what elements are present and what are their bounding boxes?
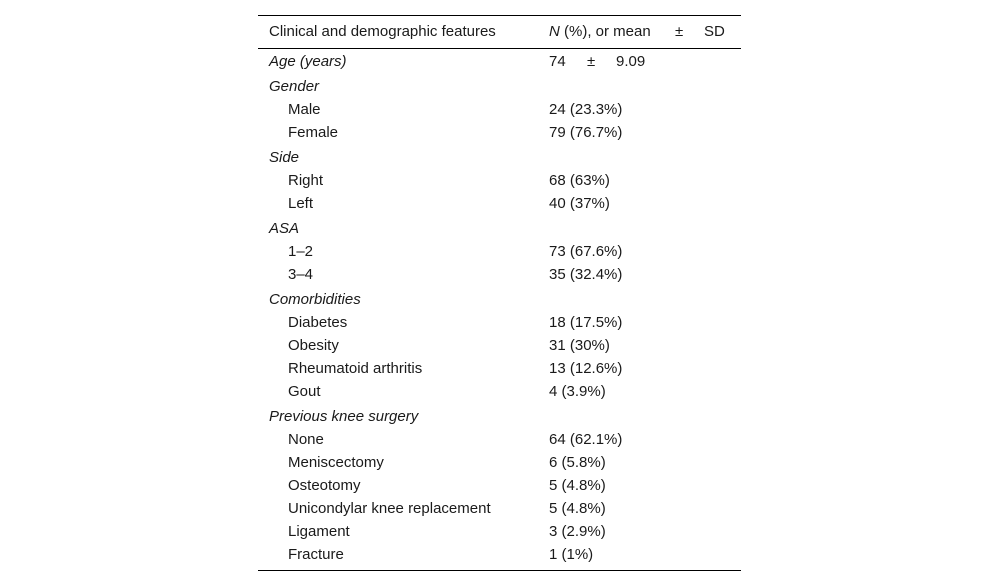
row-value: 68 (63%) (549, 172, 610, 189)
table-row-age (258, 50, 741, 73)
row-label: Female (288, 124, 339, 141)
row-label: Gout (288, 383, 321, 400)
row-value: 1 (1%) (549, 546, 594, 563)
table-row (258, 357, 741, 380)
row-value: 35 (32.4%) (549, 266, 623, 283)
age-mean: 74 (549, 53, 566, 70)
age-sd: 9.09 (616, 53, 646, 70)
row-label: Left (288, 195, 314, 212)
row-label: Ligament (288, 523, 350, 540)
row-label: Obesity (288, 337, 339, 354)
table-row (258, 240, 741, 263)
table-row (258, 543, 741, 566)
table-row (258, 334, 741, 357)
row-value: 5 (4.8%) (549, 477, 606, 494)
table-row (258, 121, 741, 144)
row-value: 79 (76.7%) (549, 124, 623, 141)
group-title: Comorbidities (269, 291, 361, 308)
row-label: 1–2 (288, 243, 314, 260)
table-row (258, 380, 741, 403)
group-title: Previous knee surgery (269, 408, 419, 425)
table-row-group-title (258, 405, 741, 428)
header-plus-minus: ± (675, 23, 684, 40)
table-body (258, 75, 741, 570)
table-row (258, 263, 741, 286)
table-row (258, 98, 741, 121)
header-sd: SD (704, 23, 725, 40)
row-value: 31 (30%) (549, 337, 610, 354)
demographics-table (258, 15, 741, 571)
row-value: 6 (5.8%) (549, 454, 606, 471)
row-label: Rheumatoid arthritis (288, 360, 423, 377)
header-n-percent (549, 16, 651, 48)
row-label: Male (288, 101, 321, 118)
row-label: 3–4 (288, 266, 314, 283)
row-value: 73 (67.6%) (549, 243, 623, 260)
header-n-italic: N (549, 23, 560, 40)
group-title: ASA (269, 220, 300, 237)
table-row-group-title (258, 217, 741, 240)
table-row (258, 192, 741, 215)
row-label: Fracture (288, 546, 344, 563)
table-header (258, 16, 741, 48)
table-row (258, 451, 741, 474)
header-features: Clinical and demographic features (269, 23, 496, 40)
group-title: Side (269, 149, 300, 166)
row-value: 13 (12.6%) (549, 360, 623, 377)
table-row-group-title (258, 288, 741, 311)
row-label: Meniscectomy (288, 454, 384, 471)
row-value: 24 (23.3%) (549, 101, 623, 118)
bottom-rule (258, 570, 741, 571)
row-value: 18 (17.5%) (549, 314, 623, 331)
row-label: Right (288, 172, 324, 189)
row-value: 64 (62.1%) (549, 431, 623, 448)
row-label: Diabetes (288, 314, 348, 331)
age-pm: ± (587, 53, 596, 70)
table-row (258, 474, 741, 497)
group-title: Gender (269, 78, 320, 95)
row-label: Osteotomy (288, 477, 361, 494)
age-label: Age (years) (269, 53, 347, 70)
table-row-group-title (258, 75, 741, 98)
header-n-rest: (%), or mean (559, 23, 651, 40)
table-row (258, 497, 741, 520)
table-row (258, 428, 741, 451)
table-row (258, 520, 741, 543)
row-value: 3 (2.9%) (549, 523, 606, 540)
row-value: 4 (3.9%) (549, 383, 606, 400)
table-row-group-title (258, 146, 741, 169)
row-label: Unicondylar knee replacement (288, 500, 491, 517)
table-row (258, 169, 741, 192)
table-row (258, 311, 741, 334)
row-value: 5 (4.8%) (549, 500, 606, 517)
row-value: 40 (37%) (549, 195, 610, 212)
row-label: None (288, 431, 324, 448)
